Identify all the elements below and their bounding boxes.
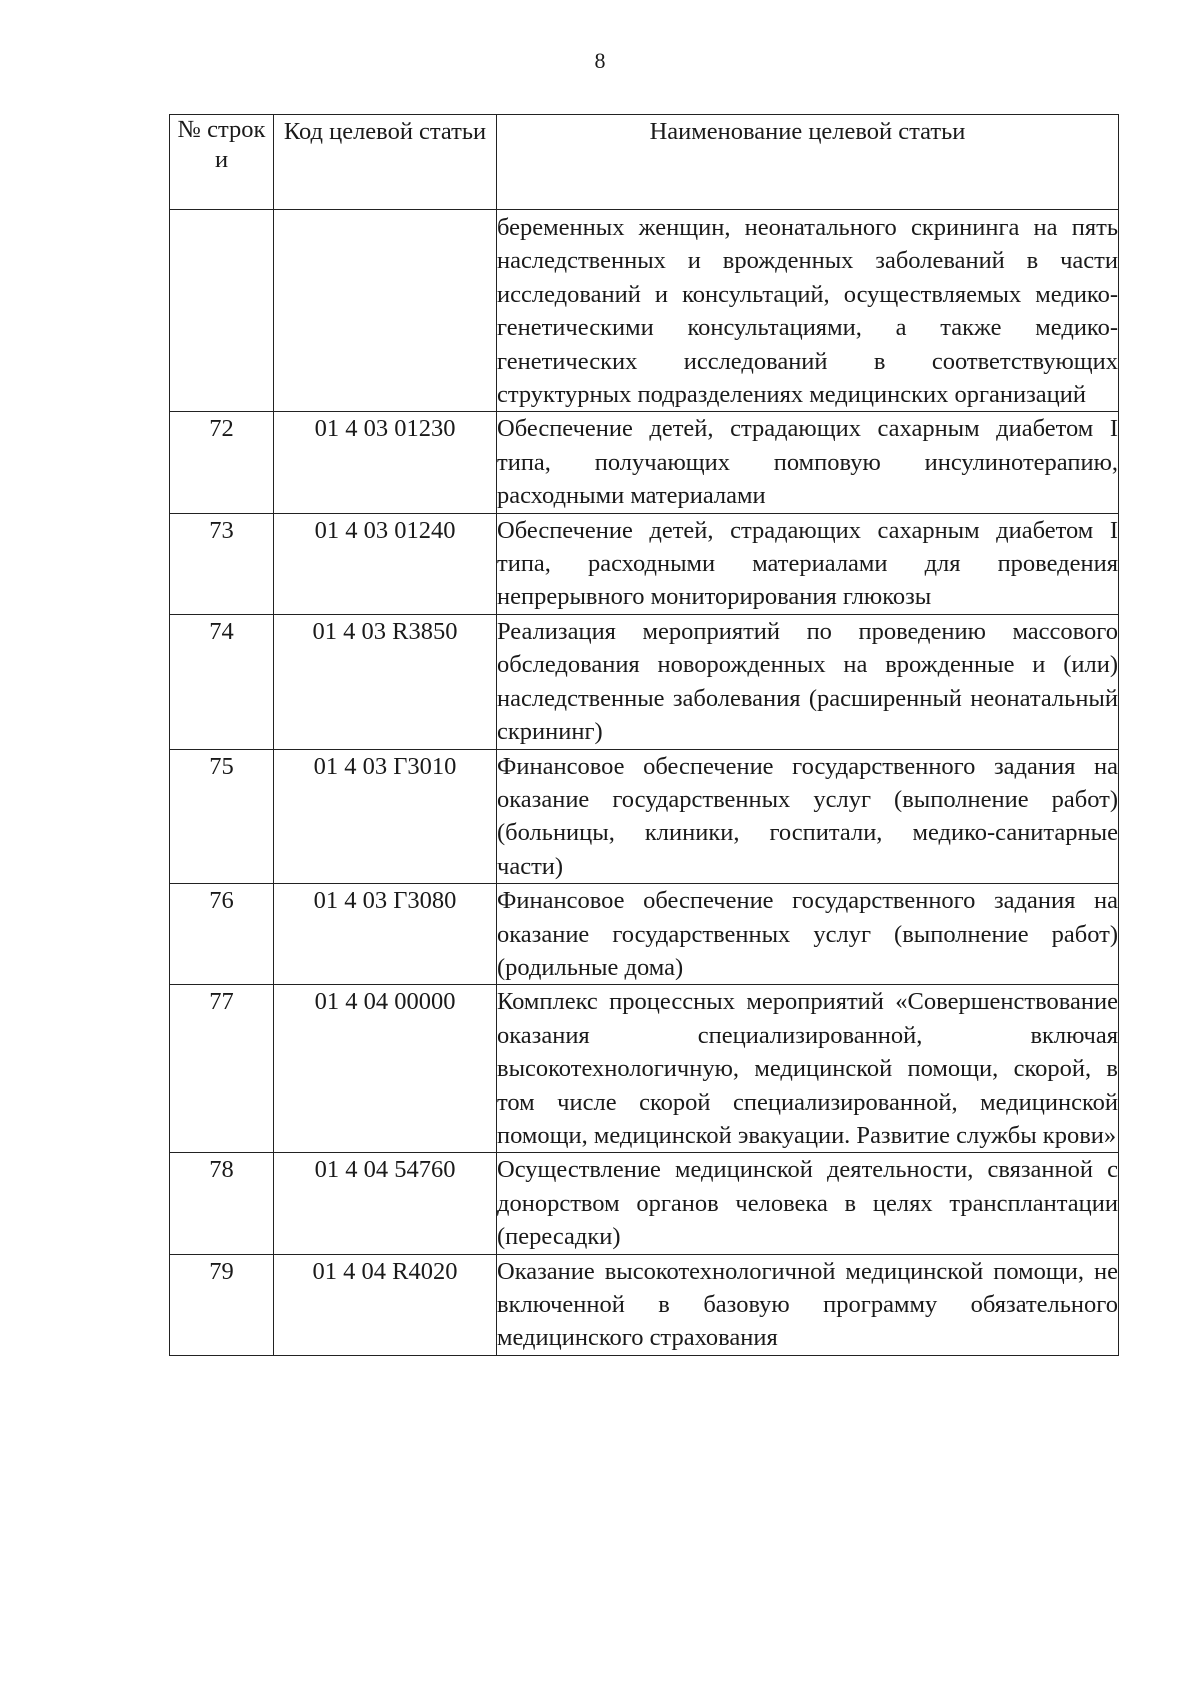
row-number: 74 [170, 614, 274, 749]
article-name: беременных женщин, неонатального скрининга на пять наследственных и врожденных заболеваний в части исследований и консультаций, осуществляемых медико-генетическими консультациями, а также медико-генетических исследований в соответствующих структурных подразделениях медицинских организаций [497, 210, 1119, 412]
row-number: 72 [170, 412, 274, 513]
article-code: 01 4 03 Г3010 [274, 749, 497, 884]
article-name: Обеспечение детей, страдающих сахарным диабетом I типа, получающих помповую инсулинотерапию, расходными материалами [497, 412, 1119, 513]
article-code: 01 4 03 01230 [274, 412, 497, 513]
column-header-row-number: № строк и [170, 115, 274, 210]
table-row [170, 513, 1119, 614]
page-number: 8 [594, 48, 606, 73]
table-row [170, 412, 1119, 513]
row-number: 77 [170, 985, 274, 1153]
article-name: Осуществление медицинской деятельности, связанной с донорством органов человека в целях трансплантации (пересадки) [497, 1153, 1119, 1254]
article-code: 01 4 03 R3850 [274, 614, 497, 749]
row-number: 78 [170, 1153, 274, 1254]
column-header-article-name: Наименование целевой статьи [497, 115, 1119, 210]
article-name: Финансовое обеспечение государственного задания на оказание государственных услуг (выполнение работ) (родильные дома) [497, 884, 1119, 985]
article-code [274, 210, 497, 412]
article-code: 01 4 04 R4020 [274, 1254, 497, 1355]
table-row [170, 884, 1119, 985]
row-number: 73 [170, 513, 274, 614]
article-name: Реализация мероприятий по проведению массового обследования новорожденных на врожденные и (или) наследственные заболевания (расширенный неонатальный скрининг) [497, 614, 1119, 749]
target-articles-table [169, 114, 1119, 1356]
article-name: Финансовое обеспечение государственного задания на оказание государственных услуг (выполнение работ) (больницы, клиники, госпитали, медико-санитарные части) [497, 749, 1119, 884]
table-row [170, 614, 1119, 749]
column-header-article-code: Код целевой статьи [274, 115, 497, 210]
article-code: 01 4 04 00000 [274, 985, 497, 1153]
row-number: 75 [170, 749, 274, 884]
row-number: 76 [170, 884, 274, 985]
article-code: 01 4 03 Г3080 [274, 884, 497, 985]
article-code: 01 4 03 01240 [274, 513, 497, 614]
table-row [170, 985, 1119, 1153]
table-header-row [170, 115, 1119, 210]
article-name: Обеспечение детей, страдающих сахарным диабетом I типа, расходными материалами для проведения непрерывного мониторирования глюкозы [497, 513, 1119, 614]
table-row [170, 749, 1119, 884]
row-number [170, 210, 274, 412]
article-name: Оказание высокотехнологичной медицинской помощи, не включенной в базовую программу обязательного медицинского страхования [497, 1254, 1119, 1355]
article-code: 01 4 04 54760 [274, 1153, 497, 1254]
table-row [170, 210, 1119, 412]
table-row [170, 1153, 1119, 1254]
article-name: Комплекс процессных мероприятий «Совершенствование оказания специализированной, включая высокотехнологичную, медицинской помощи, скорой, в том числе скорой специализированной, медицинской помощи, медицинской эвакуации. Развитие службы крови» [497, 985, 1119, 1153]
row-number: 79 [170, 1254, 274, 1355]
table-row [170, 1254, 1119, 1355]
